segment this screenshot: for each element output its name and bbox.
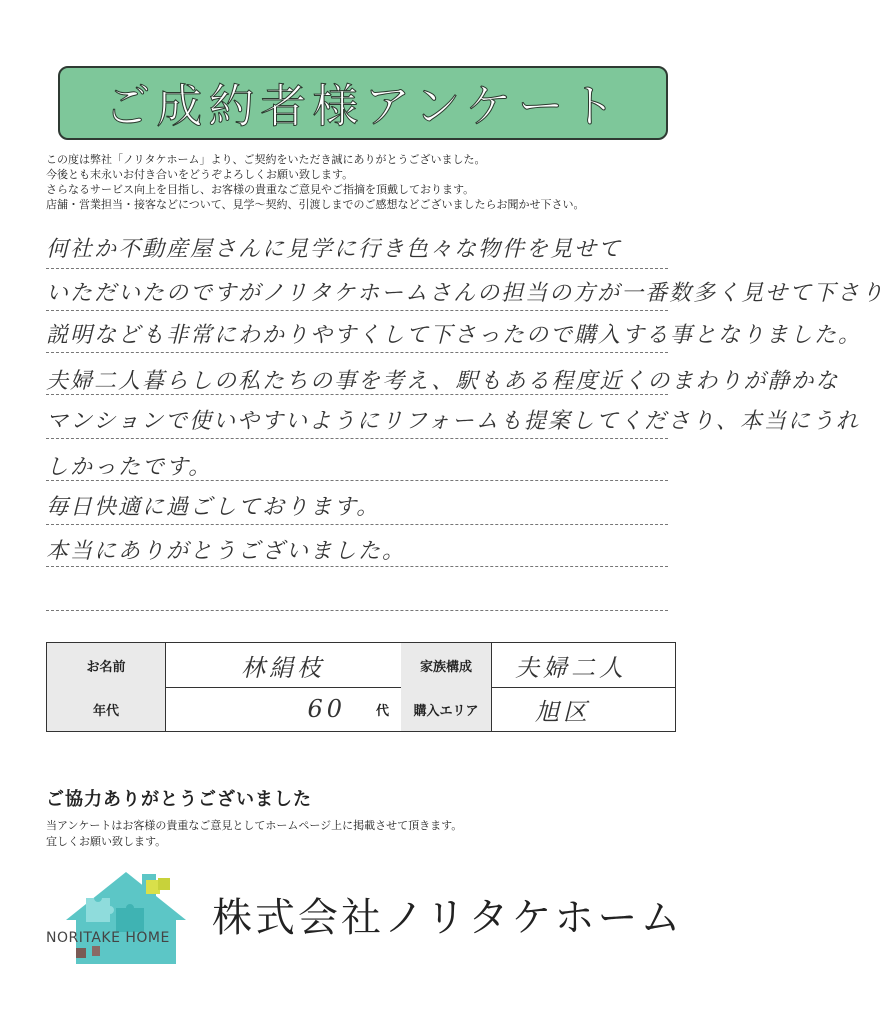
comment-line: 説明なども非常にわかりやすくして下さったので購入する事となりました。 <box>46 323 863 348</box>
comment-line: しかったです。 <box>46 455 213 480</box>
family-label: 家族構成 <box>401 643 491 687</box>
comment-line: 何社か不動産屋さんに見学に行き色々な物件を見せて <box>46 237 623 262</box>
age-cell <box>165 687 401 731</box>
intro-line: 今後とも末永いお付き合いをどうぞよろしくお願い致します。 <box>46 168 354 181</box>
area-value: 旭区 <box>535 697 591 726</box>
intro-line: さらなるサービス向上を目指し、お客様の貴重なご意見やご指摘を頂戴しております。 <box>46 183 475 196</box>
intro-text <box>46 152 686 212</box>
thanks-heading: ご協力ありがとうございました <box>46 789 312 810</box>
note-line: 当アンケートはお客様の貴重なご意見としてホームページ上に掲載させて頂きます。 <box>46 819 463 832</box>
family-value: 夫婦二人 <box>515 653 627 682</box>
title-banner <box>58 66 668 140</box>
age-value: 60 <box>307 695 346 723</box>
area-label: 購入エリア <box>401 687 491 731</box>
comment-area <box>46 226 885 616</box>
age-label: 年代 <box>47 687 165 731</box>
name-label: お名前 <box>47 643 165 687</box>
company-logo <box>46 868 206 978</box>
note-text <box>46 818 462 850</box>
ruled-line <box>46 352 668 353</box>
age-suffix: 代 <box>375 703 389 719</box>
ruled-line <box>46 268 668 269</box>
company-name: 株式会社ノリタケホーム <box>212 895 684 941</box>
page-title: ご成約者様アンケート <box>104 79 622 133</box>
house-puzzle-icon <box>46 868 206 978</box>
ruled-line <box>46 610 668 611</box>
intro-line: この度は弊社「ノリタケホーム」より、ご契約をいただき誠にありがとうございました。 <box>46 153 486 166</box>
ruled-line <box>46 566 668 567</box>
intro-line: 店舗・営業担当・接客などについて、見学～契約、引渡しまでのご感想などございましたらお聞かせ下さい。 <box>46 198 585 211</box>
ruled-line <box>46 480 668 481</box>
comment-line: 本当にありがとうございました。 <box>46 539 407 564</box>
ruled-line <box>46 524 668 525</box>
name-value: 林絹枝 <box>241 653 325 682</box>
comment-line: いただいたのですがノリタケホームさんの担当の方が一番数多く見せて下さり <box>46 281 885 306</box>
ruled-line <box>46 394 668 395</box>
customer-info-table <box>46 642 676 732</box>
comment-line: マンションで使いやすいようにリフォームも提案してくださり、本当にうれ <box>46 409 860 434</box>
note-line: 宜しくお願い致します。 <box>46 835 167 848</box>
comment-line: 毎日快適に過ごしております。 <box>46 495 381 520</box>
comment-line: 夫婦二人暮らしの私たちの事を考え、駅もある程度近くのまわりが静かな <box>46 369 840 394</box>
logo-text: NORITAKE HOME <box>46 930 170 946</box>
ruled-line <box>46 310 668 311</box>
ruled-line <box>46 438 668 439</box>
